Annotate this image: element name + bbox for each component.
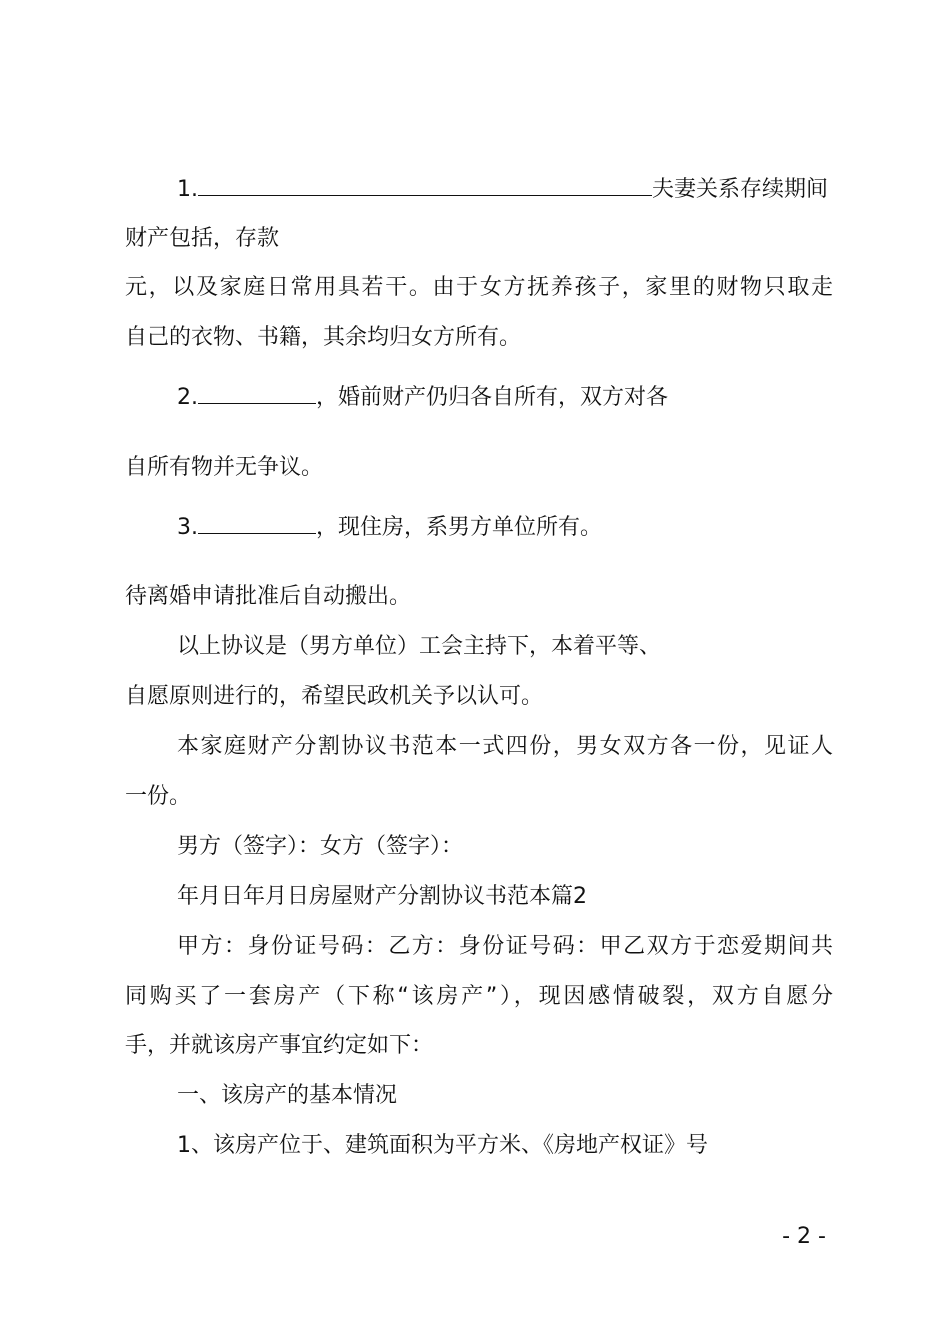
clause-3-line-1: [177, 511, 833, 543]
clause-2-line-2: 自所有物并无争议。: [125, 455, 324, 480]
union-paragraph-line-1: 以上协议是（男方单位）工会主持下，本着平等、: [177, 634, 662, 659]
section-heading: 一、该房产的基本情况: [177, 1083, 398, 1108]
clause-1-text: 夫妻关系存续期间: [652, 177, 829, 202]
page-number: - 2 -: [782, 1224, 826, 1249]
copies-paragraph-line-2: 一份。: [125, 784, 192, 809]
clause-1-line-4: 自己的衣物、书籍，其余均归女方所有。: [125, 325, 522, 350]
clause-2-line-1: [177, 381, 833, 413]
clause-2-blank: [198, 381, 316, 404]
clause-2-text: ，婚前财产仍归各自所有，双方对各: [316, 385, 669, 410]
clause-3-blank: [198, 511, 316, 534]
clause-1-line-2: 财产包括，存款: [125, 226, 280, 251]
copies-paragraph-line-1: 本家庭财产分割协议书范本一式四份，男女双方各一份，见证人: [177, 734, 833, 759]
date-and-title-line: 年月日年月日房屋财产分割协议书范本篇2: [177, 884, 587, 909]
union-paragraph-line-2: 自愿原则进行的，希望民政机关予以认可。: [125, 684, 544, 709]
parties-paragraph-line-1: 甲方：身份证号码：乙方：身份证号码：甲乙双方于恋爱期间共: [177, 934, 833, 959]
parties-paragraph-line-3: 手，并就该房产事宜约定如下：: [125, 1033, 434, 1058]
clause-1-line-1: [177, 173, 833, 205]
clause-3-line-2: 待离婚申请批准后自动搬出。: [125, 584, 412, 609]
item-1-line: 1、该房产位于、建筑面积为平方米、《房地产权证》号: [177, 1133, 708, 1158]
clause-1-line-3: 元，以及家庭日常用具若干。由于女方抚养孩子，家里的财物只取走: [125, 275, 833, 300]
clause-2-number: 2.: [177, 385, 198, 410]
signature-line: 男方（签字）：女方（签字）：: [177, 834, 464, 859]
parties-paragraph-line-2: 同购买了一套房产（下称“该房产”），现因感情破裂，双方自愿分: [125, 984, 833, 1009]
clause-3-text: ，现住房，系男方单位所有。: [316, 515, 603, 540]
clause-3-number: 3.: [177, 515, 198, 540]
clause-1-blank: [198, 173, 652, 196]
clause-1-number: 1.: [177, 177, 198, 202]
